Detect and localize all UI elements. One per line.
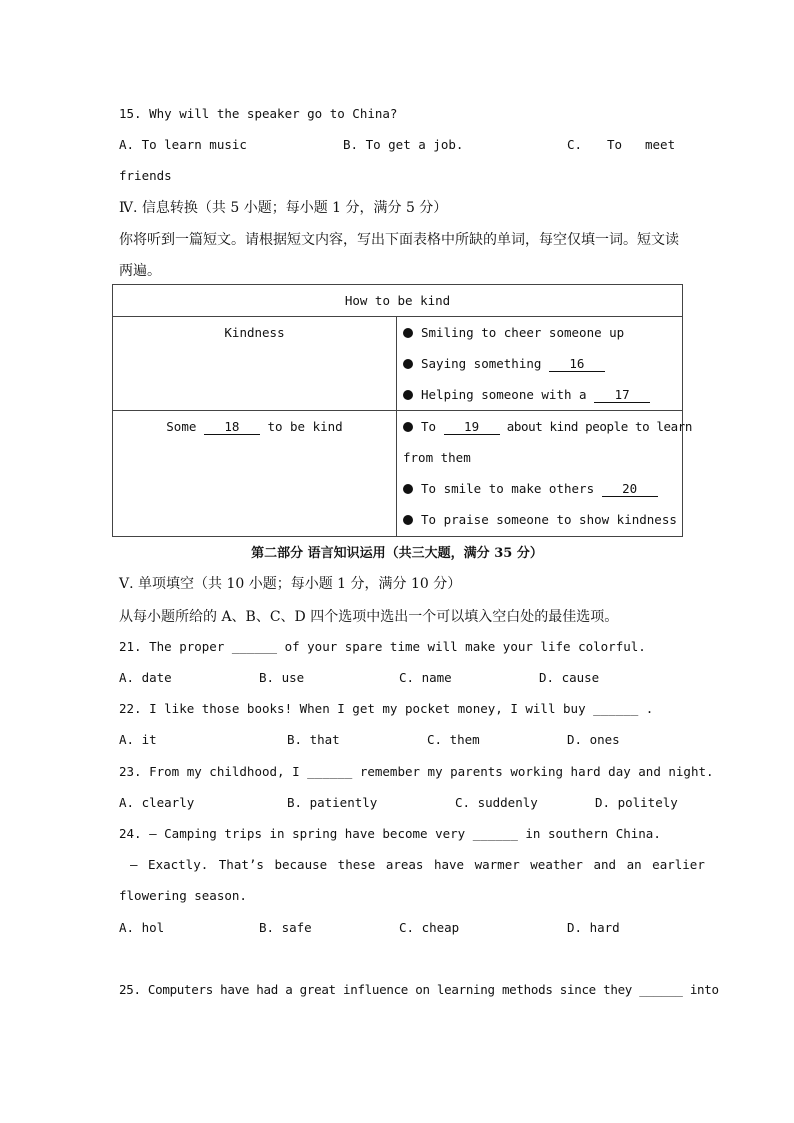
row1-item-3 [397, 379, 682, 410]
q23-option-a: A. clearly [119, 795, 195, 810]
row2-item-1-continued: from them [403, 450, 471, 465]
q21-option-b: B. use [259, 670, 305, 685]
bullet-icon [403, 359, 413, 369]
q24-reply-line2: flowering season. [119, 888, 247, 903]
blank-19[interactable]: 19 [444, 420, 500, 435]
q15-option-c-word2: meet [645, 137, 676, 152]
q24-reply-line1: — Exactly. That’s because these areas have warmer weather and an earlier [130, 857, 705, 872]
q24-option-c: C. cheap [399, 920, 460, 935]
bullet-icon [403, 390, 413, 400]
blank-20[interactable]: 20 [602, 482, 658, 497]
q24-option-d: D. hard [567, 920, 620, 935]
q21-option-d: D. cause [539, 670, 600, 685]
blank-16[interactable]: 16 [549, 357, 605, 372]
q22-stem: 22. I like those books! When I get my pocket money, I will buy ______ . [119, 701, 654, 716]
blank-18[interactable]: 18 [204, 420, 260, 435]
q25-stem: 25. Computers have had a great influence on learning methods since they ______ into [119, 982, 719, 997]
q15-option-a: A. To learn music [119, 137, 247, 152]
row1-item-1-text: Smiling to cheer someone up [421, 325, 625, 340]
q23-option-c: C. suddenly [455, 795, 538, 810]
bullet-icon [403, 422, 413, 432]
q21-stem: 21. The proper ______ of your spare time will make your life colorful. [119, 639, 646, 654]
section4-instruction-line2: 两遍。 [119, 263, 161, 279]
q21-option-a: A. date [119, 670, 172, 685]
q15-option-b: B. To get a job. [343, 137, 464, 152]
row2-label-post: to be kind [259, 419, 343, 434]
section5-title: Ⅴ. 单项填空（共 10 小题；每小题 1 分，满分 10 分） [119, 576, 462, 592]
q22-option-c: C. them [427, 732, 480, 747]
row1-label: Kindness [113, 317, 397, 411]
row2-label-pre: Some [166, 419, 204, 434]
row2-item-2-text: To smile to make others [421, 481, 602, 496]
row2-item-2 [397, 473, 682, 504]
q23-stem: 23. From my childhood, I ______ remember my parents working hard day and night. [119, 764, 714, 779]
q15-option-c-letter: C. [567, 137, 583, 152]
q22-option-b: B. that [287, 732, 340, 747]
q22-option-d: D. ones [567, 732, 620, 747]
bullet-icon [403, 515, 413, 525]
row2-items [397, 411, 692, 537]
blank-17[interactable]: 17 [594, 388, 650, 403]
q24-option-b: B. safe [259, 920, 312, 935]
row1-item-2 [397, 348, 682, 379]
q23-option-d: D. politely [595, 795, 678, 810]
table-heading: How to be kind [113, 285, 683, 317]
q22-option-a: A. it [119, 732, 157, 747]
part2-title: 第二部分 语言知识运用（共三大题，满分 35 分） [251, 546, 543, 561]
row2-item-1 [397, 411, 692, 442]
q21-option-c: C. name [399, 670, 452, 685]
bullet-icon [403, 484, 413, 494]
q15-option-c-word1: To [607, 137, 623, 152]
row1-item-1 [397, 317, 682, 348]
q24-option-a: A. hol [119, 920, 165, 935]
q15-stem: 15. Why will the speaker go to China? [119, 106, 398, 121]
row2-item-1-pre: To [421, 419, 444, 434]
q24-stem: 24. — Camping trips in spring have become very ______ in southern China. [119, 826, 661, 841]
row1-items [397, 317, 683, 411]
section4-instruction-line1: 你将听到一篇短文。请根据短文内容，写出下面表格中所缺的单词，每空仅填一词。短文读 [119, 232, 679, 248]
q23-option-b: B. patiently [287, 795, 378, 810]
row1-item-2-text: Saying something [421, 356, 549, 371]
section5-instruction: 从每小题所给的 A、B、C、D 四个选项中选出一个可以填入空白处的最佳选项。 [119, 609, 619, 625]
info-table [112, 284, 692, 537]
row2-label [113, 411, 397, 537]
bullet-icon [403, 328, 413, 338]
row1-item-3-text: Helping someone with a [421, 387, 595, 402]
row2-item-1-post: about kind people to learn [499, 419, 692, 434]
row2-item-3-text: To praise someone to show kindness [421, 512, 677, 527]
q15-option-c-word3: friends [119, 168, 172, 183]
row2-item-3 [397, 504, 682, 535]
section4-title: Ⅳ. 信息转换（共 5 小题；每小题 1 分，满分 5 分） [119, 200, 448, 216]
